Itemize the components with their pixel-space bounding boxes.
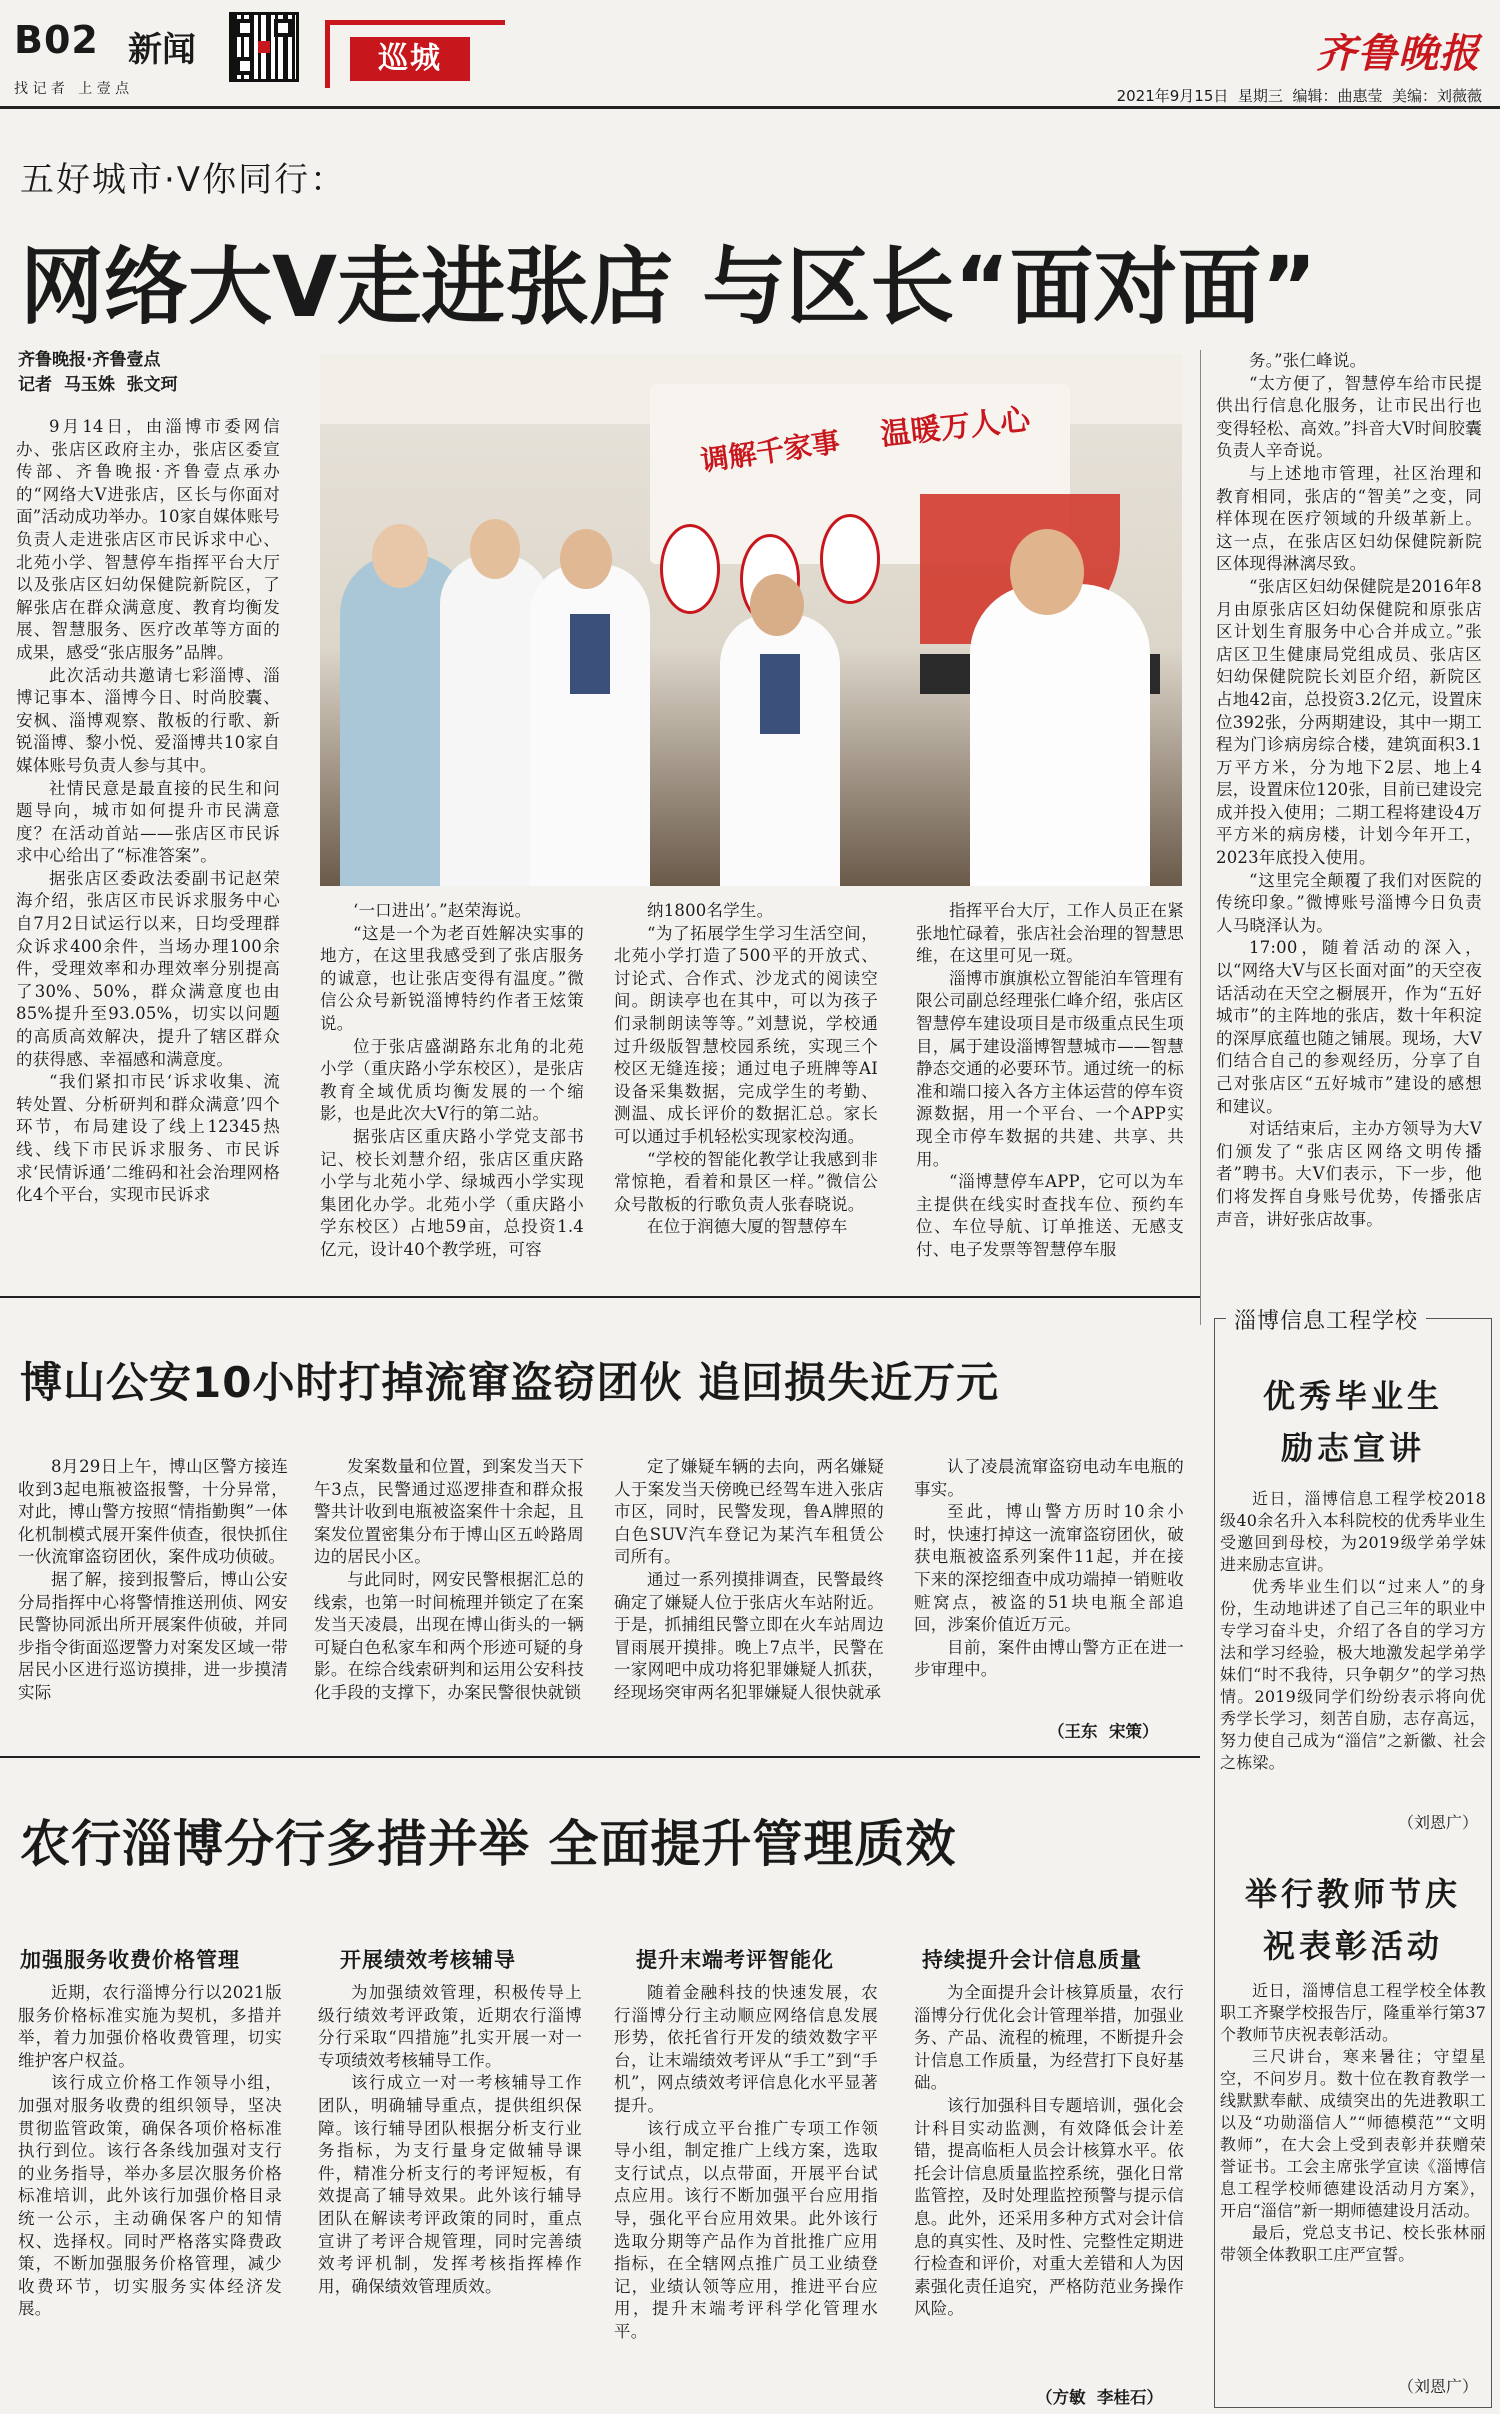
bank-section-4-heading: 持续提升会计信息质量: [922, 1948, 1142, 1972]
paragraph: 近日，淄博信息工程学校2018级40余名升入本科院校的优秀毕业生受邀回到母校，为2019级学弟学妹进来励志宣讲。: [1220, 1489, 1486, 1574]
police-col4: [914, 1456, 1184, 1706]
bank-section-2-body: [318, 1982, 582, 2402]
sidebar-byline-1: （刘恩广）: [1394, 1810, 1478, 1833]
police-headline: 博山公安10小时打掉流窜盗窃团伙 追回损失近万元: [20, 1358, 1000, 1407]
page-code: B02: [14, 18, 99, 62]
bank-section-4-body: [914, 1982, 1184, 2380]
sidebar-title-1: 优秀毕业生励志宣讲: [1262, 1377, 1443, 1467]
police-byline: （王东 宋策）: [1048, 1722, 1159, 1741]
lead-reporters: 记者 马玉姝 张文珂: [18, 375, 178, 395]
paragraph: 该行加强科目专题培训，强化会计科目实动监测，有效降低会计差错，提高临柜人员会计核算水平。依托会计信息质量监控系统，强化日常监管控，及时处理监控预警与提示信息。此外，还采用多种方式对会计信息的真实性、及时性、完整性定期进行检查和评价，对重大差错和人为因素强化责任追究，严格防范业务操作风险。: [914, 2095, 1184, 2319]
paragraph: 近日，淄博信息工程学校全体教职工齐聚学校报告厅，隆重举行第37个教师节庆祝表彰活动。: [1220, 1981, 1486, 2044]
paragraph: 认了凌晨流窜盗窃电动车电瓶的事实。: [914, 1457, 1184, 1499]
paragraph: 位于张店盛湖路东北角的北苑小学（重庆路小学东校区），是张店教育全域优质均衡发展的一个缩影，也是此次大V行的第二站。: [320, 1036, 584, 1124]
lead-divider: [1200, 350, 1201, 1325]
paragraph: 9月14日，由淄博市委网信办、张店区政府主办，张店区委宣传部、齐鲁晚报·齐鲁壹点承办的“网络大V进张店，区长与你面对面”活动成功举办。10家自媒体账号负责人走进张店区市民诉求中心、北苑小学、智慧停车指挥平台大厅以及张店区妇幼保健院新院区，了解张店在群众满意度、教育均衡发展、智慧服务、医疗改革等方面的成果，感受“张店服务”品牌。: [16, 417, 280, 662]
paragraph: 据了解，接到报警后，博山公安分局指挥中心将警情推送刑侦、网安民警协同派出所开展案件侦破，并同步指令街面巡逻警力对案发区域一带居民小区进行巡访摸排，进一步摸清实际: [18, 1569, 288, 1702]
paragraph: 通过一系列摸排调查，民警最终确定了嫌疑人位于张店火车站附近。于是，抓捕组民警立即在火车站周边冒雨展开摸排。晚上7点半，民警在一家网吧中成功将犯罪嫌疑人抓获，经现场突审两名犯罪嫌疑人很快就承: [614, 1569, 884, 1702]
bank-section-2-heading: 开展绩效考核辅导: [340, 1948, 516, 1972]
paragraph: 与上述地市管理，社区治理和教育相同，张店的“智美”之变，同样体现在医疗领域的升级革新上。这一点，在张店区妇幼保健院新院区体现得淋漓尽致。: [1216, 463, 1482, 574]
lead-col-right: [1216, 350, 1482, 1290]
police-col3: [614, 1456, 884, 1752]
masthead-rule: [0, 106, 1500, 109]
paragraph: “淄博慧停车APP，它可以为车主提供在线实时查找车位、预约车位、车位导航、订单推送、无感支付、电子发票等智慧停车服: [916, 1172, 1184, 1259]
bank-byline: （方敏 李桂石）: [1036, 2384, 1163, 2408]
paragraph: 纳1800名学生。: [647, 901, 774, 920]
lead-photo: [320, 354, 1182, 886]
masthead-slogan: 找 记 者 上 壹 点: [14, 81, 130, 97]
lead-bottom-rule: [0, 1296, 1200, 1298]
bank-headline: 农行淄博分行多措并举 全面提升管理质效: [20, 1815, 957, 1873]
photo-banner-right: 温暖万人心: [878, 402, 1032, 453]
paragraph: 据张店区重庆路小学党支部书记、校长刘慧介绍，张店区重庆路小学与北苑小学、绿城西小学实现集团化办学。北苑小学（重庆路小学东校区）占地59亩，总投资1.4亿元，设计40个教学班，可容: [320, 1126, 584, 1259]
sidebar-body-1: [1220, 1488, 1486, 1840]
paragraph: 社情民意是最直接的民生和问题导向，城市如何提升市民满意度？在活动首站——张店区市民诉求中心给出了“标准答案”。: [16, 778, 280, 866]
lead-col4: [916, 900, 1184, 1280]
lead-col2: [320, 900, 584, 1280]
police-col2: [314, 1456, 584, 1752]
bank-section-1-heading: 加强服务收费价格管理: [20, 1948, 240, 1972]
paragraph: 务。”张仁峰说。: [1249, 351, 1367, 370]
lead-col1: [16, 416, 280, 1296]
paragraph: 随着金融科技的快速发展，农行淄博分行主动顺应网络信息发展形势，依托省行开发的绩效数字平台，让末端绩效考评从“手工”到“手机”，网点绩效考评信息化水平显著提升。: [614, 1983, 878, 2115]
bank-section-3-heading: 提升末端考评智能化: [636, 1948, 834, 1972]
lead-source: 齐鲁晚报·齐鲁壹点: [18, 350, 161, 370]
paragraph: 目前，案件由博山警方正在进一步审理中。: [914, 1637, 1184, 1680]
paragraph: 该行成立一对一考核辅导工作团队，明确辅导重点，提供组织保障。该行辅导团队根据分析支行业务指标，为支行量身定做辅导课件，精准分析支行的考评短板，有效提高了辅导效果。此外该行辅导团队在解读考评政策的同时，重点宣讲了考评合规管理，同时完善绩效考评机制，发挥考核指挥棒作用，确保绩效管理质效。: [318, 2073, 582, 2296]
paragraph: 8月29日上午，博山区警方接连收到3起电瓶被盗报警，十分异常，对此，博山警方按照“情指勤舆”一体化机制模式展开案件侦查，很快抓住一伙流窜盗窃团伙，案件成功侦破。: [18, 1457, 288, 1567]
column-tab: [325, 20, 505, 88]
paragraph: 至此，博山警方历时10余小时，快速打掉这一流窜盗窃团伙，破获电瓶被盗系列案件11起，并在接下来的深挖细查中成功端掉一销赃收赃窝点，被盗的51块电瓶全部追回，涉案价值近万元。: [914, 1502, 1184, 1635]
paragraph: 对话结束后，主办方领导为大V们颁发了“张店区网络文明传播者”聘书。大V们表示，下一步，他们将发挥自身账号优势，传播张店声音，讲好张店故事。: [1216, 1119, 1482, 1229]
paragraph: 发案数量和位置，到案发当天下午3点，民警通过巡逻排查和群众报警共计收到电瓶被盗案件十余起，且案发位置密集分布于博山区五岭路周边的居民小区。: [314, 1457, 584, 1567]
paragraph: “这是一个为老百姓解决实事的地方，在这里我感受到了张店服务的诚意，也让张店变得有温度。”微信公众号新锐淄博特约作者王炫策说。: [320, 923, 584, 1033]
sidebar-title-2: 举行教师节庆祝表彰活动: [1244, 1875, 1461, 1965]
police-bottom-rule: [0, 1756, 1200, 1758]
brand-logo: 齐鲁晚报: [1316, 30, 1480, 77]
paragraph: 该行成立平台推广专项工作领导小组，制定推广上线方案，选取支行试点，以点带面，开展平台试点应用。该行不断加强平台应用指导，强化平台应用效果。此外该行选取分期等产品作为首批推广应用指标，在全辖网点推广员工业绩登记，业绩认领等应用，推进平台应用，提升末端考评科学化管理水平。: [614, 2118, 878, 2341]
lead-kicker: 五好城市·V你同行：: [20, 160, 347, 200]
paragraph: 在位于润德大厦的智慧停车: [647, 1217, 848, 1237]
paragraph: 三尺讲台，寒来暑往；守望星空，不问岁月。数十位在教育教学一线默默奉献、成绩突出的先进教职工以及“功勋淄信人”“师德模范”“文明教师”，在大会上受到表彰并获赠荣誉证书。工会主席张学宣读《淄博信息工程学校师德建设活动月方案》，开启“淄信”新一期师德建设月活动。: [1220, 2047, 1486, 2220]
bank-section-1-body: [18, 1982, 282, 2402]
paragraph: 此次活动共邀请七彩淄博、淄博记事本、淄博今日、时尚胶囊、安枫、淄博观察、散板的行歌、新锐淄博、黎小悦、爱淄博共10家自媒体账号负责人参与其中。: [16, 665, 280, 775]
paragraph: “太方便了，智慧停车给市民提供出行信息化服务，让市民出行也变得轻松、高效。”抖音大V时间胶囊负责人辛奇说。: [1216, 373, 1482, 461]
lead-headline: 网络大V走进张店 与区长“面对面”: [20, 238, 1317, 336]
section-name: 新闻: [128, 30, 196, 70]
paragraph: 优秀毕业生们以“过来人”的身份，生动地讲述了自己三年的职业中专学习奋斗史，介绍了各自的学习方法和学习经验，极大地激发起学弟学妹们“时不我待，只争朝夕”的学习热情。2019级同学们纷纷表示将向优秀学长学习，刻苦自励，志存高远，努力使自己成为“淄信”之新徽、社会之栋梁。: [1220, 1577, 1486, 1772]
paragraph: 近期，农行淄博分行以2021版服务价格标准实施为契机，多措并举，着力加强价格收费管理，切实维护客户权益。: [18, 1983, 282, 2070]
paragraph: 为全面提升会计核算质量，农行淄博分行优化会计管理举措，加强业务、产品、流程的梳理，不断提升会计信息工作质量，为经营打下良好基础。: [914, 1983, 1184, 2093]
paragraph: “这里完全颠覆了我们对医院的传统印象。”微博账号淄博今日负责人马晓泽认为。: [1216, 870, 1482, 935]
paragraph: 淄博市旗旗松立智能泊车管理有限公司副总经理张仁峰介绍，张店区智慧停车建设项目是市级重点民生项目，属于建设淄博智慧城市——智慧静态交通的必要环节。通过统一的标准和端口接入各方主体运营的停车资源数据，用一个平台、一个APP实现全市停车数据的共建、共享、共用。: [916, 968, 1184, 1169]
paragraph: “学校的智能化教学让我感到非常惊艳，看着和景区一样。”微信公众号散板的行歌负责人张春晓说。: [614, 1149, 878, 1214]
paragraph: 17:00，随着活动的深入，以“网络大V与区长面对面”的天空夜话活动在天空之橱展开，作为“五好城市”的主阵地的张店，数十年积淀的深厚底蕴也随之铺展。现场，大V们结合自己的参观经历，分享了自己对张店区“五好城市”建设的感想和建议。: [1216, 938, 1482, 1116]
paragraph: “我们紧扣市民‘诉求收集、流转处置、分析研判和群众满意’四个环节，布局建设了线上12345热线、线下市民诉求服务、市民诉求‘民情诉通’二维码和社会治理网格化4个平台，实现市民诉求: [16, 1072, 280, 1205]
sidebar-body-2: [1220, 1980, 1486, 2396]
bank-section-3-body: [614, 1982, 878, 2402]
paragraph: 与此同时，网安民警根据汇总的线索，也第一时间梳理并锁定了在案发当天凌晨，出现在博山街头的一辆可疑白色私家车和两个形迹可疑的身影。在综合线索研判和运用公安科技化手段的支撑下，办案民警很快就锁: [314, 1569, 584, 1702]
photo-banner-left: 调解千家事: [698, 425, 842, 478]
column-label: 巡城: [350, 37, 470, 81]
paragraph: 定了嫌疑车辆的去向，两名嫌疑人于案发当天傍晚已经驾车进入张店市区，同时，民警发现，鲁A牌照的白色SUV汽车登记为某汽车租赁公司所有。: [614, 1457, 884, 1567]
paragraph: 最后，党总支书记、校长张林丽带领全体教职工庄严宣誓。: [1220, 2223, 1486, 2264]
paragraph: 据张店区委政法委副书记赵荣海介绍，张店区市民诉求服务中心自7月2日试运行以来，日均受理群众诉求400余件，当场办理100余件，受理效率和办理效率分别提高了30%、50%，群众满意度也由85%提升至93.05%，切实以问题的高质高效解决，提升了辖区群众的获得感、幸福感和满意度。: [16, 868, 280, 1069]
date-line: 2021年9月15日 星期三 编辑：曲惠莹 美编：刘薇薇: [1116, 87, 1482, 105]
lead-col3: [614, 900, 878, 1280]
paragraph: “张店区妇幼保健院是2016年8月由原张店区妇幼保健院和原张店区计划生育服务中心合并成立。”张店区卫生健康局党组成员、张店区妇幼保健院院长刘臣介绍，新院区占地42亩，总投资3.2亿元，设置床位392张，分两期建设，其中一期工程为门诊病房综合楼，建筑面积3.1万平方米，分为地下2层、地上4层，设置床位120张，目前已建设完成并投入使用；二期工程将建设4万平方米的病房楼，计划今年开工，2023年底投入使用。: [1216, 576, 1482, 868]
police-col1: [18, 1456, 288, 1752]
paragraph: “为了拓展学生学习生活空间，北苑小学打造了500平的开放式、讨论式、合作式、沙龙式的阅读空间。朗读亭也在其中，可以为孩子们录制朗读等等。”刘慧说，学校通过升级版智慧校园系统，实现三个校区无缝连接；通过电子班牌等AI设备采集数据，完成学生的考勤、测温、成长评价的数据汇总。家长可以通过手机轻松实现家校沟通。: [614, 923, 878, 1146]
sidebar-byline-2: （刘恩广）: [1394, 2374, 1478, 2397]
qr-code-icon: [229, 12, 299, 82]
paragraph: 为加强绩效管理，积极传导上级行绩效考评政策，近期农行淄博分行采取“四措施”扎实开展一对一专项绩效考核辅导工作。: [318, 1983, 582, 2070]
sidebar-label: 淄博信息工程学校: [1226, 1304, 1426, 1335]
paragraph: ‘一口进出’。”赵荣海说。: [353, 901, 532, 920]
paragraph: 指挥平台大厅，工作人员正在紧张地忙碌着，张店社会治理的智慧思维，在这里可见一斑。: [916, 901, 1184, 966]
paragraph: 该行成立价格工作领导小组，加强对服务收费的组织领导，坚决贯彻监管政策，确保各项价格标准执行到位。该行各条线加强对支行的业务指导，举办多层次服务价格标准培训，此外该行加强价格目录统一公示，主动确保客户的知情权、选择权。同时严格落实降费政策，不断加强服务价格管理，减少收费环节，切实服务实体经济发展。: [18, 2073, 282, 2319]
